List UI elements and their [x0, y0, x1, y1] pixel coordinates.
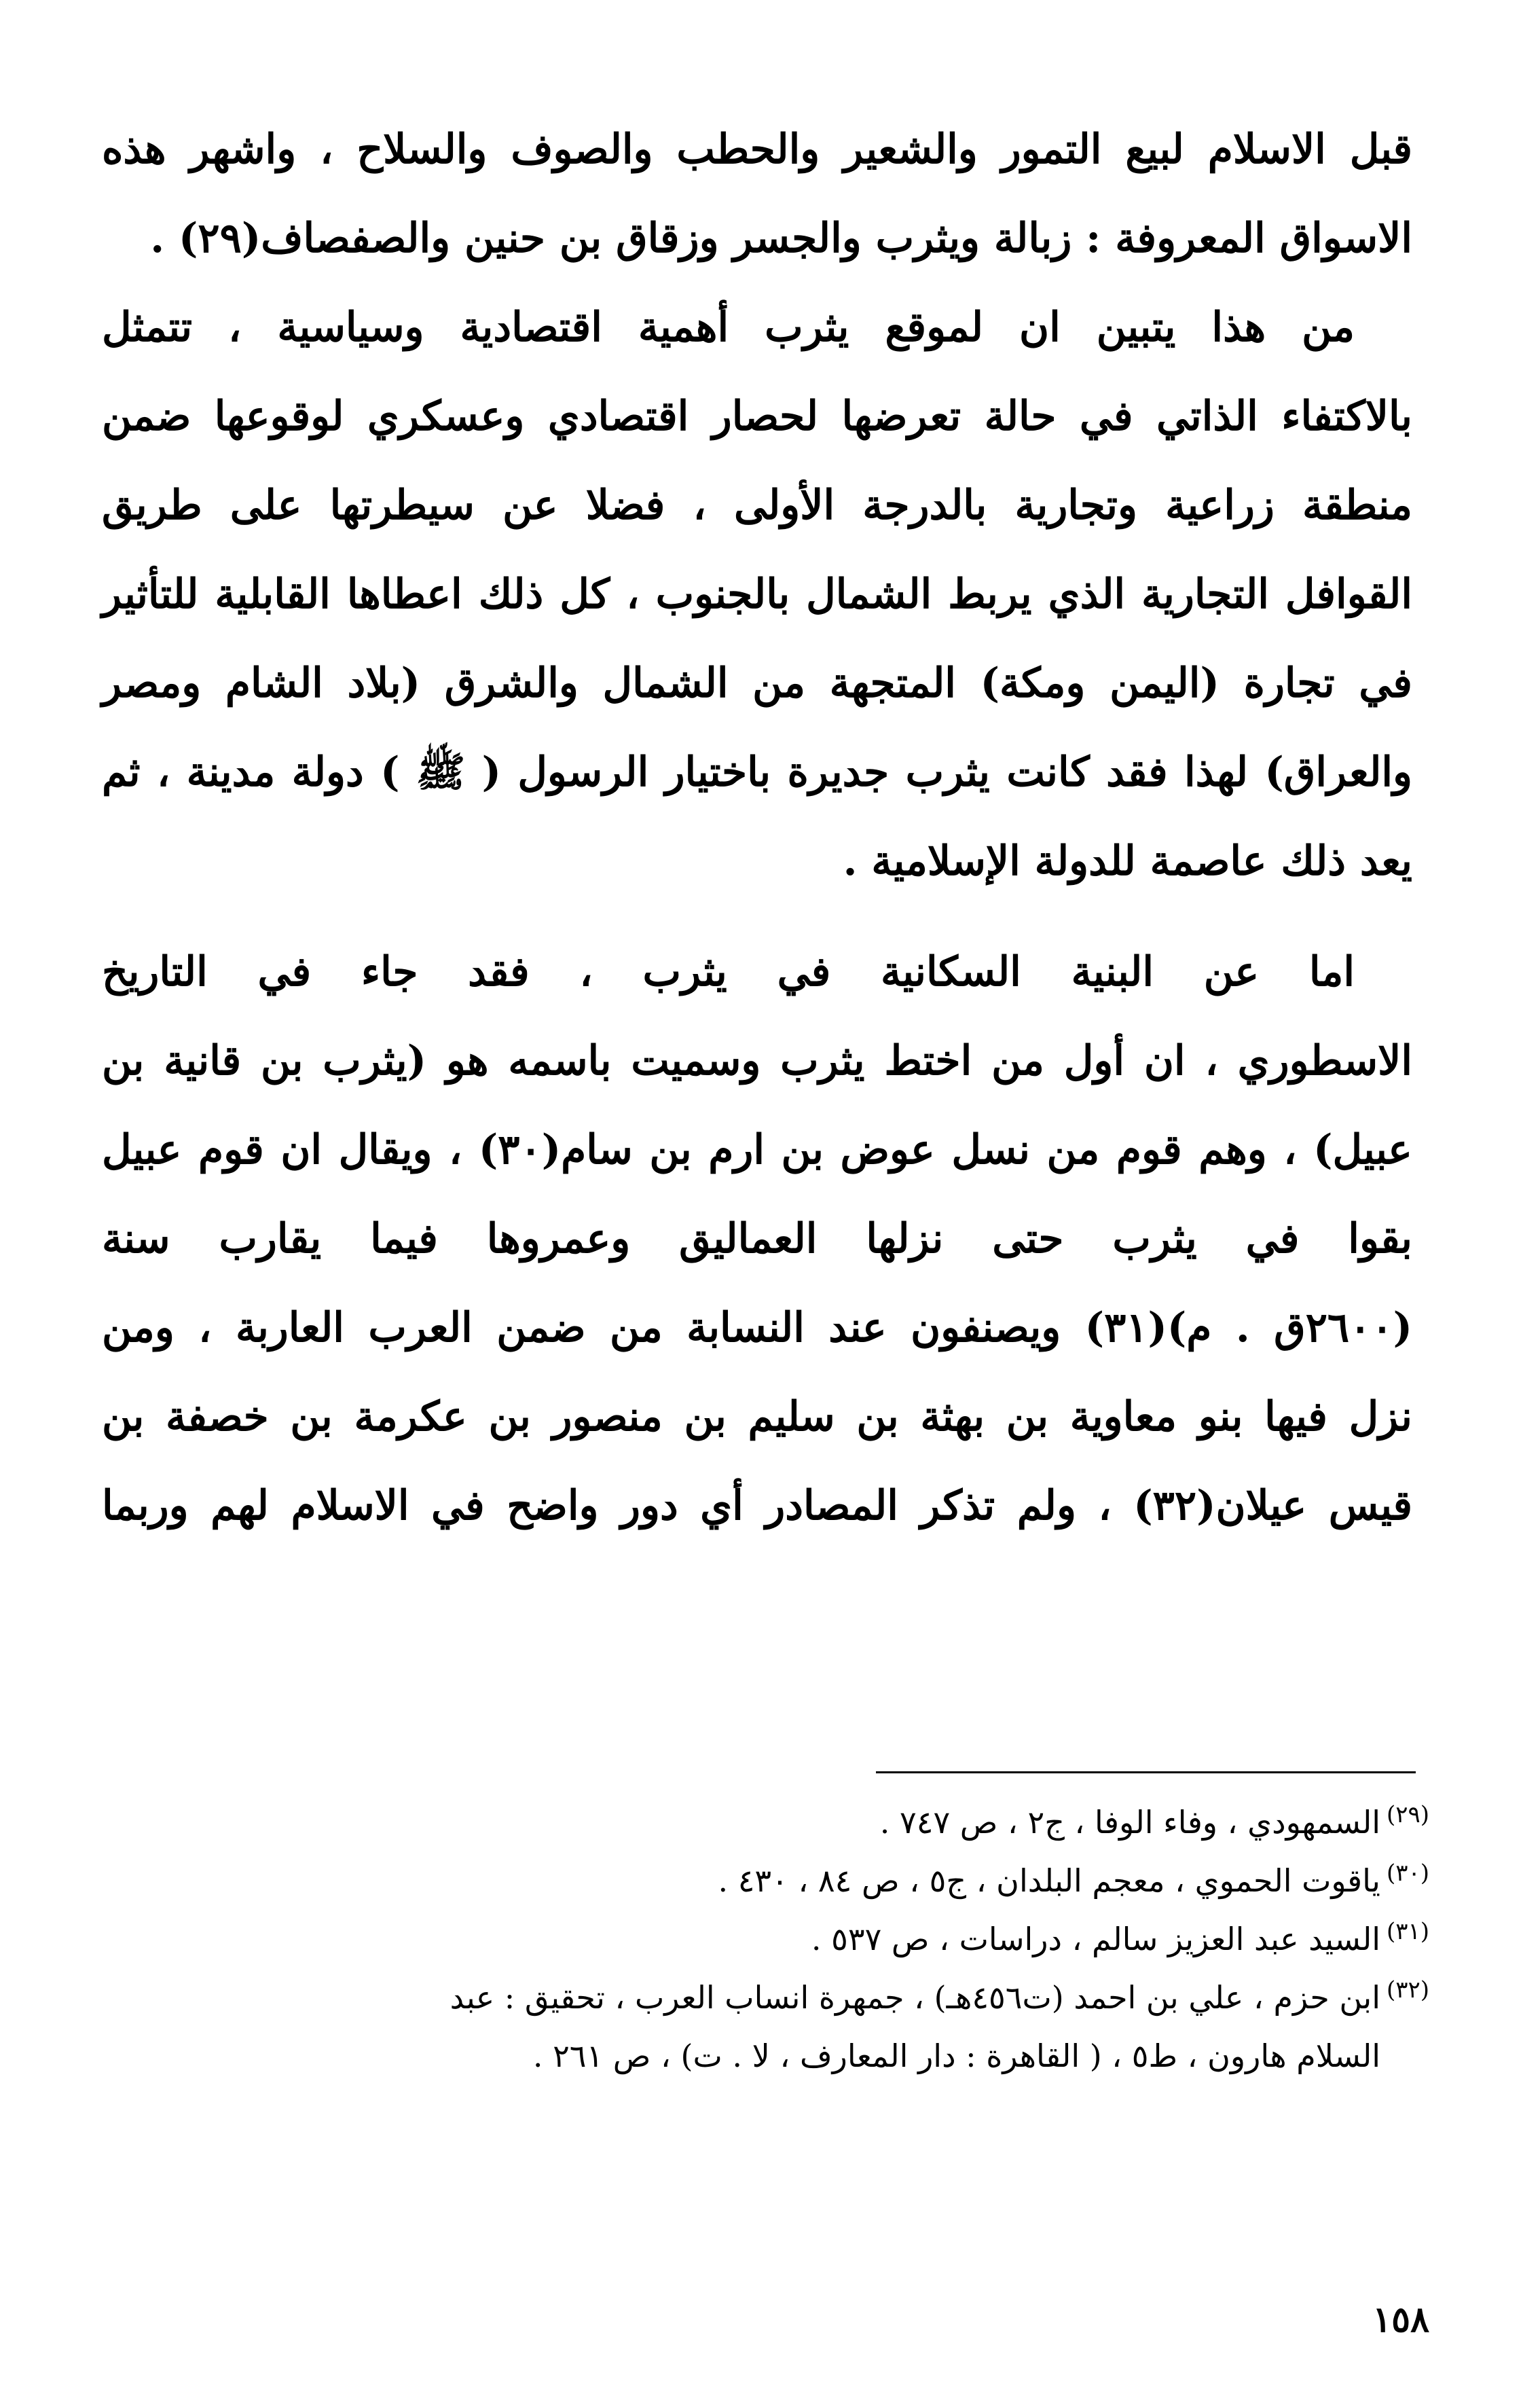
text-line: قبل الاسلام لبيع التمور والشعير والحطب والصوف والسلاح ، واشهر هذه: [102, 126, 1412, 173]
footnote: (٢٩)السمهودي ، وفاء الوفا ، ج٢ ، ص ٧٤٧ .: [879, 1801, 1429, 1841]
page-number: ١٥٨: [1372, 2299, 1429, 2340]
text-line: من هذا يتبين ان لموقع يثرب أهمية اقتصادية وسياسية ، تتمثل: [102, 304, 1355, 351]
text-line: منطقة زراعية وتجارية بالدرجة الأولى ، فضلا عن سيطرتها على طريق: [102, 482, 1412, 529]
main-text: [102, 105, 1412, 1551]
text-line: الاسطوري ، ان أول من اختط يثرب وسميت باسمه هو (يثرب بن قانية بن: [102, 1037, 1412, 1085]
text-line: في تجارة (اليمن ومكة) المتجهة من الشمال والشرق (بلاد الشام ومصر: [102, 659, 1412, 707]
footnote: (٣١)السيد عبد العزيز سالم ، دراسات ، ص ٥٣٧ .: [811, 1917, 1429, 1957]
paragraph-gap: [102, 906, 1412, 928]
text-line: قيس عيلان(٣٢) ، ولم تذكر المصادر أي دور واضح في الاسلام لهم وربما: [102, 1482, 1412, 1530]
footnote: (٣٠)ياقوت الحموي ، معجم البلدان ، ج٥ ، ص ٨٤ ، ٤٣٠ .: [718, 1859, 1429, 1899]
text-line: الاسواق المعروفة : زبالة ويثرب والجسر وزقاق بن حنين والصفصاف(٢٩) .: [150, 215, 1412, 262]
footnote-divider: [876, 1771, 1416, 1773]
footnote-text: السيد عبد العزيز سالم ، دراسات ، ص ٥٣٧ .: [811, 1921, 1380, 1957]
text-line: نزل فيها بنو معاوية بن بهثة بن سليم بن منصور بن عكرمة بن خصفة بن: [102, 1393, 1412, 1441]
footnotes: [143, 1793, 1429, 2085]
text-line: القوافل التجارية الذي يربط الشمال بالجنوب ، كل ذلك اعطاها القابلية للتأثير: [102, 571, 1412, 618]
text-line: يعد ذلك عاصمة للدولة الإسلامية .: [843, 837, 1412, 885]
footnote-text: ياقوت الحموي ، معجم البلدان ، ج٥ ، ص ٨٤ ، ٤٣٠ .: [718, 1862, 1380, 1899]
text-line: (٢٦٠٠ق . م)(٣١) ويصنفون عند النسابة من ضمن العرب العاربة ، ومن: [102, 1304, 1412, 1352]
footnote-text: ابن حزم ، علي بن احمد (ت٤٥٦هـ) ، جمهرة انساب العرب ، تحقيق : عبد: [450, 1979, 1380, 2016]
text-line: بالاكتفاء الذاتي في حالة تعرضها لحصار اقتصادي وعسكري لوقوعها ضمن: [102, 393, 1412, 440]
text-line: اما عن البنية السكانية في يثرب ، فقد جاء في التاريخ: [102, 948, 1355, 996]
footnote-text: السمهودي ، وفاء الوفا ، ج٢ ، ص ٧٤٧ .: [879, 1804, 1380, 1841]
text-line: والعراق) لهذا فقد كانت يثرب جديرة باختيار الرسول ( ﷺ ) دولة مدينة ، ثم: [102, 748, 1413, 796]
text-line: بقوا في يثرب حتى نزلها العماليق وعمروها فيما يقارب سنة: [102, 1215, 1412, 1263]
text-line: عبيل) ، وهم قوم من نسل عوض بن ارم بن سام(٣٠) ، ويقال ان قوم عبيل: [102, 1126, 1412, 1174]
footnote-continuation: السلام هارون ، ط٥ ، ( القاهرة : دار المعارف ، لا . ت) ، ص ٢٦١ .: [532, 2038, 1380, 2074]
footnote: (٣٢)ابن حزم ، علي بن احمد (ت٤٥٦هـ) ، جمهرة انساب العرب ، تحقيق : عبد: [450, 1976, 1429, 2016]
